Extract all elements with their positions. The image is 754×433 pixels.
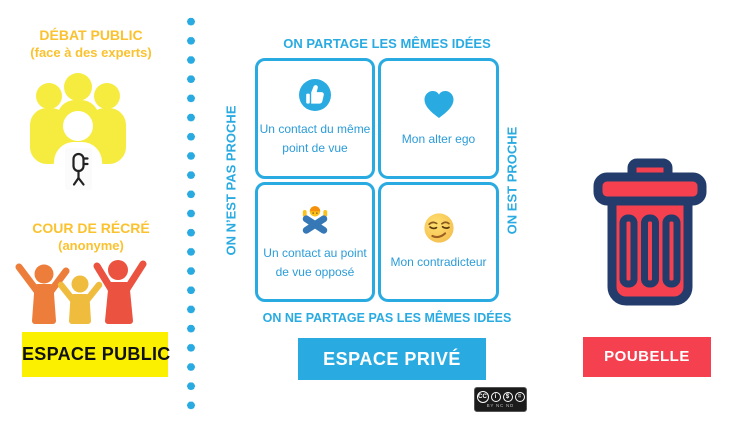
- cc-license-text: BY NC ND: [486, 403, 515, 408]
- debate-group-icon: [28, 66, 128, 190]
- quadrant-opposed-view: [255, 182, 375, 302]
- trash-icon: [586, 158, 714, 310]
- axis-label-left: ON N’EST PAS PROCHE: [223, 105, 239, 256]
- espace-prive-badge: ESPACE PRIVÉ: [298, 338, 486, 380]
- debat-public-subtitle: (face à des experts): [30, 45, 152, 60]
- cour-de-recre-title: COUR DE RÉCRÉ: [32, 220, 150, 236]
- cc-logo-icon: CC: [477, 391, 489, 403]
- cc-noderivs-icon: =: [515, 392, 525, 402]
- quadrant-alter-ego: [378, 58, 499, 179]
- debat-public-title: DÉBAT PUBLIC: [39, 27, 143, 43]
- cc-license-badge: [474, 387, 527, 412]
- poubelle-badge: POUBELLE: [583, 337, 711, 377]
- smirking-face-icon: [423, 212, 455, 244]
- quadrant-label: Mon alter ego: [401, 131, 476, 146]
- children-icon: [8, 254, 154, 324]
- person-gesturing-no-icon: [299, 203, 331, 235]
- espace-public-badge: ESPACE PUBLIC: [22, 332, 168, 377]
- cour-de-recre-subtitle: (anonyme): [58, 238, 124, 253]
- quadrant-contradictor: [378, 182, 499, 302]
- quadrant-label: Un contact du même point de vue: [259, 122, 371, 155]
- axis-label-bottom: ON NE PARTAGE PAS LES MÊMES IDÉES: [262, 311, 512, 325]
- axis-label-right: ON EST PROCHE: [504, 126, 520, 235]
- quadrant-label: Un contact au point de vue opposé: [263, 245, 367, 279]
- quadrant-same-view: [255, 58, 375, 179]
- heart-icon: [423, 89, 455, 121]
- dotted-divider: [187, 17, 195, 420]
- axis-label-top: ON PARTAGE LES MÊMES IDÉES: [283, 36, 491, 51]
- cc-attribution-icon: i: [491, 392, 501, 402]
- quadrant-matrix: [255, 58, 499, 302]
- cc-icons-row: [477, 391, 525, 403]
- quadrant-label: Mon contradicteur: [390, 255, 487, 270]
- thumbs-up-icon: [299, 79, 331, 111]
- cc-noncommercial-icon: $: [503, 392, 513, 402]
